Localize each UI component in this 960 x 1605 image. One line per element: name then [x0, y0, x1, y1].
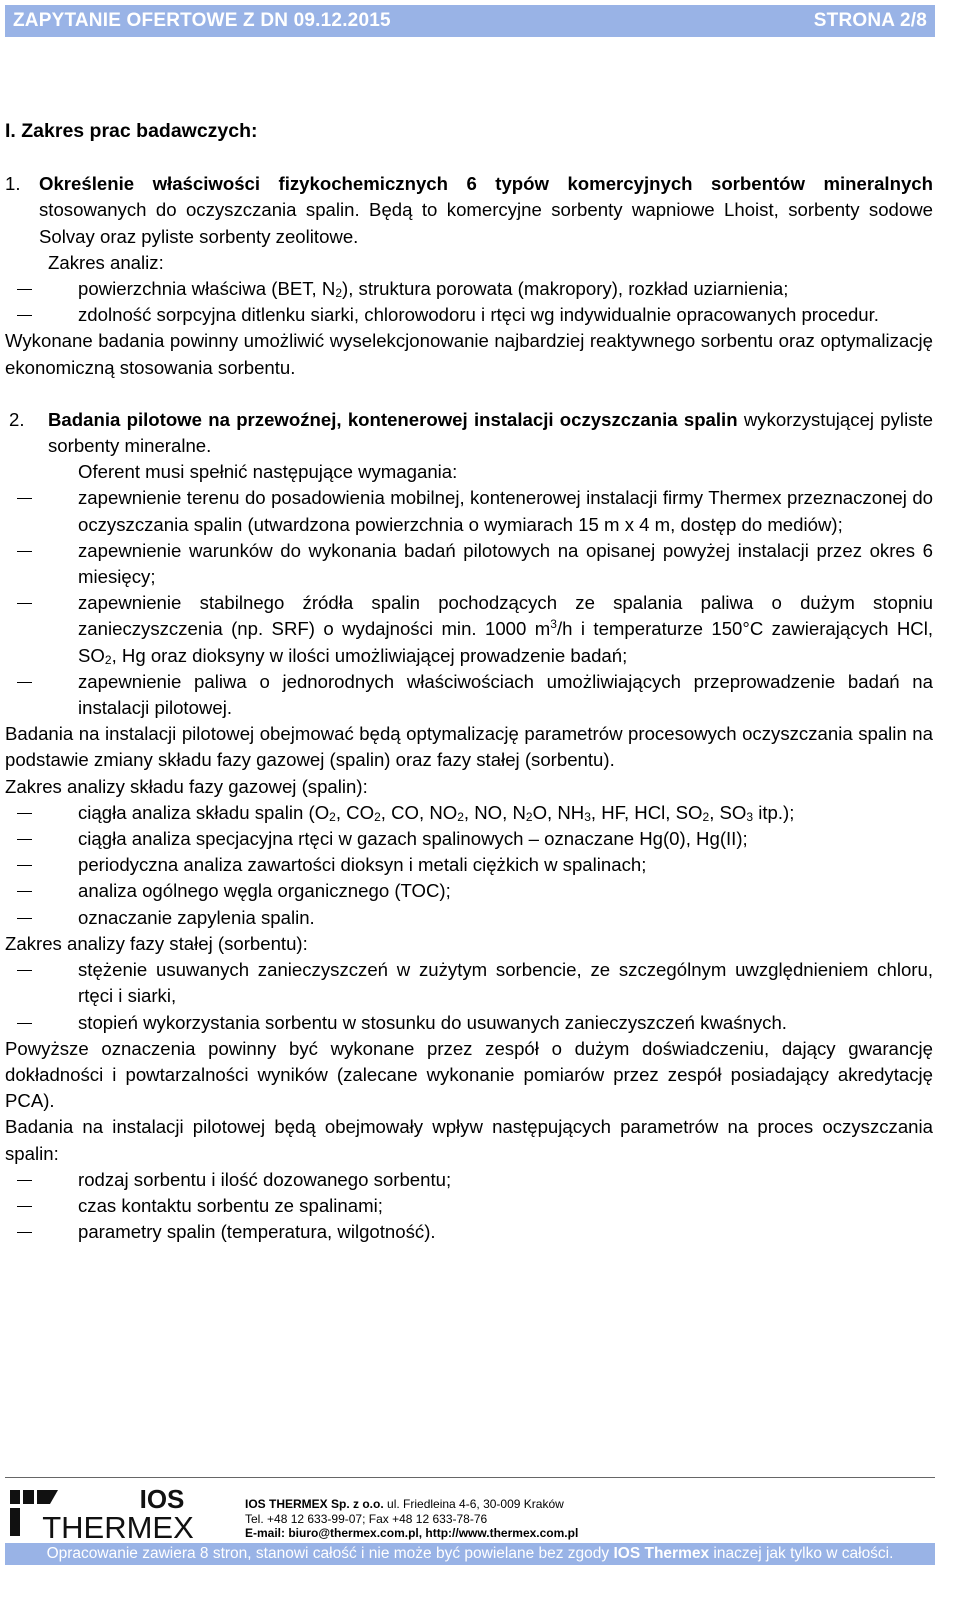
logo-text-bottom: THERMEX [42, 1510, 194, 1542]
company-email: E-mail: biuro@thermex.com.pl, http://www.thermex.com.pl [245, 1526, 579, 1540]
paragraph: Wykonane badania powinny umożliwić wyselekcjonowanie najbardziej reaktywnego sorbentu oraz optymalizację ekonomiczną stosowania sorbentu. [5, 330, 933, 378]
item-text [48, 407, 933, 459]
ios-thermex-logo [10, 1486, 195, 1542]
solid-scope-label: Zakres analizy fazy stałej (sorbentu): [5, 932, 308, 954]
paragraph: Badania na instalacji pilotowej obejmować będą optymalizację parametrów procesowych oczyszczania spalin na podstawie zmiany składu fazy gazowej (spalin) oraz fazy stałej (sorbentu). [5, 723, 933, 771]
list-item: ciągła analiza specjacyjna rtęci w gazach spalinowych – oznaczane Hg(0), Hg(II); [5, 826, 933, 852]
list-item: zapewnienie stabilnego źródła spalin pochodzących ze spalania paliwa o dużym stopniu zanieczyszczenia (np. SRF) o wydajności min. 1000 $m^3/h$ i temperaturze 150°C zawierających HCl, $SO_2$, Hg oraz dioksyny w ilości umożliwiającej prowadzenie badań; [5, 590, 933, 669]
list-item: powierzchnia właściwa (BET, $N_2$), struktura porowata (makropory), rozkład uziarnienia; [5, 276, 933, 302]
gas-analysis-list [5, 800, 933, 931]
parameters-list [5, 1167, 933, 1246]
item-description: wykorzystującej pyliste sorbenty mineralne. [48, 408, 934, 457]
company-address: ul. Friedleina 4-6, 30-009 Kraków [383, 1497, 564, 1511]
logo-text-top: IOS [139, 1486, 185, 1514]
scope-list [5, 276, 933, 328]
list-item: analiza ogólnego węgla organicznego (TOC); [5, 878, 933, 904]
item-heading: Określenie właściwości fizykochemicznych 6 typów komercyjnych sorbentów mineralnych [39, 173, 933, 195]
list-item: stężenie usuwanych zanieczyszczeń w zużytym sorbencie, ze szczególnym uwzględnieniem chloru, rtęci i siarki, [5, 957, 933, 1009]
footer-divider [5, 1477, 935, 1478]
list-item: periodyczna analiza zawartości dioksyn i metali ciężkich w spalinach; [5, 852, 933, 878]
list-item: stopień wykorzystania sorbentu w stosunku do usuwanych zanieczyszczeń kwaśnych. [5, 1010, 933, 1036]
item-description: stosowanych do oczyszczania spalin. Będą to komercyjne sorbenty wapniowe Lhoist, sorbenty sodowe Solvay oraz pyliste sorbenty zeolitowe. [39, 199, 933, 247]
list-item: zapewnienie paliwa o jednorodnych właściwościach umożliwiających przeprowadzenie badań na instalacji pilotowej. [5, 669, 933, 721]
footer-notice: Opracowanie zawiera 8 stron, stanowi całość i nie może być powielane bez zgody IOS Thermex inaczej jak tylko w całości. [5, 1543, 935, 1565]
requirements-list [5, 485, 933, 721]
list-item: parametry spalin (temperatura, wilgotność). [5, 1219, 933, 1245]
numbered-item-1 [5, 171, 933, 250]
item-number: 2. [9, 408, 25, 430]
item-number: 1. [5, 173, 21, 195]
company-phone: Tel. +48 12 633-99-07; Fax +48 12 633-78-76 [245, 1511, 488, 1526]
header-title: ZAPYTANIE OFERTOWE Z DN 09.12.2015 [13, 10, 391, 31]
page-header [5, 5, 935, 37]
list-item: zapewnienie terenu do posadowienia mobilnej, kontenerowej instalacji firmy Thermex przeznaczonej do oczyszczania spalin (utwardzona powierzchnia o wymiarach 15 m x 4 m, dostęp do mediów); [5, 485, 933, 537]
scope-label: Zakres analiz: [48, 251, 164, 273]
section-title: I. Zakres prac badawczych: [5, 120, 258, 142]
document-body [5, 118, 933, 1245]
header-page-number: STRONA 2/8 [813, 10, 927, 31]
company-info [245, 1497, 578, 1541]
paragraph: Powyższe oznaczenia powinny być wykonane przez zespół o dużym doświadczeniu, dający gwarancję dokładności i powtarzalności wyników (zalecane wykonanie pomiarów przez zespół posiadający akredytację PCA). [5, 1037, 933, 1112]
list-item: oznaczanie zapylenia spalin. [5, 905, 933, 931]
list-item: zdolność sorpcyjna ditlenku siarki, chlorowodoru i rtęci wg indywidualnie opracowanych procedur. [5, 302, 933, 328]
numbered-item-2 [5, 407, 933, 459]
list-item: ciągła analiza składu spalin ($O_2$, $CO_2$, CO, $NO_2$, NO, $N_2O$, $NH_3$, HF, HCl, $SO_2$, $SO_3$ itp.); [5, 800, 933, 826]
solid-analysis-list [5, 957, 933, 1036]
list-item: rodzaj sorbentu i ilość dozowanego sorbentu; [5, 1167, 933, 1193]
requirements-label: Oferent musi spełnić następujące wymagania: [78, 461, 458, 483]
paragraph: Badania na instalacji pilotowej będą obejmowały wpływ następujących parametrów na proces oczyszczania spalin: [5, 1116, 933, 1164]
list-item: czas kontaktu sorbentu ze spalinami; [5, 1193, 933, 1219]
gas-scope-label: Zakres analizy składu fazy gazowej (spalin): [5, 775, 368, 797]
list-item: zapewnienie warunków do wykonania badań pilotowych na opisanej powyżej instalacji przez okres 6 miesięcy; [5, 538, 933, 590]
item-heading: Badania pilotowe na przewoźnej, kontenerowej instalacji oczyszczania spalin [48, 408, 738, 430]
company-name: IOS THERMEX Sp. z o.o. [245, 1497, 384, 1511]
item-text [39, 171, 933, 250]
